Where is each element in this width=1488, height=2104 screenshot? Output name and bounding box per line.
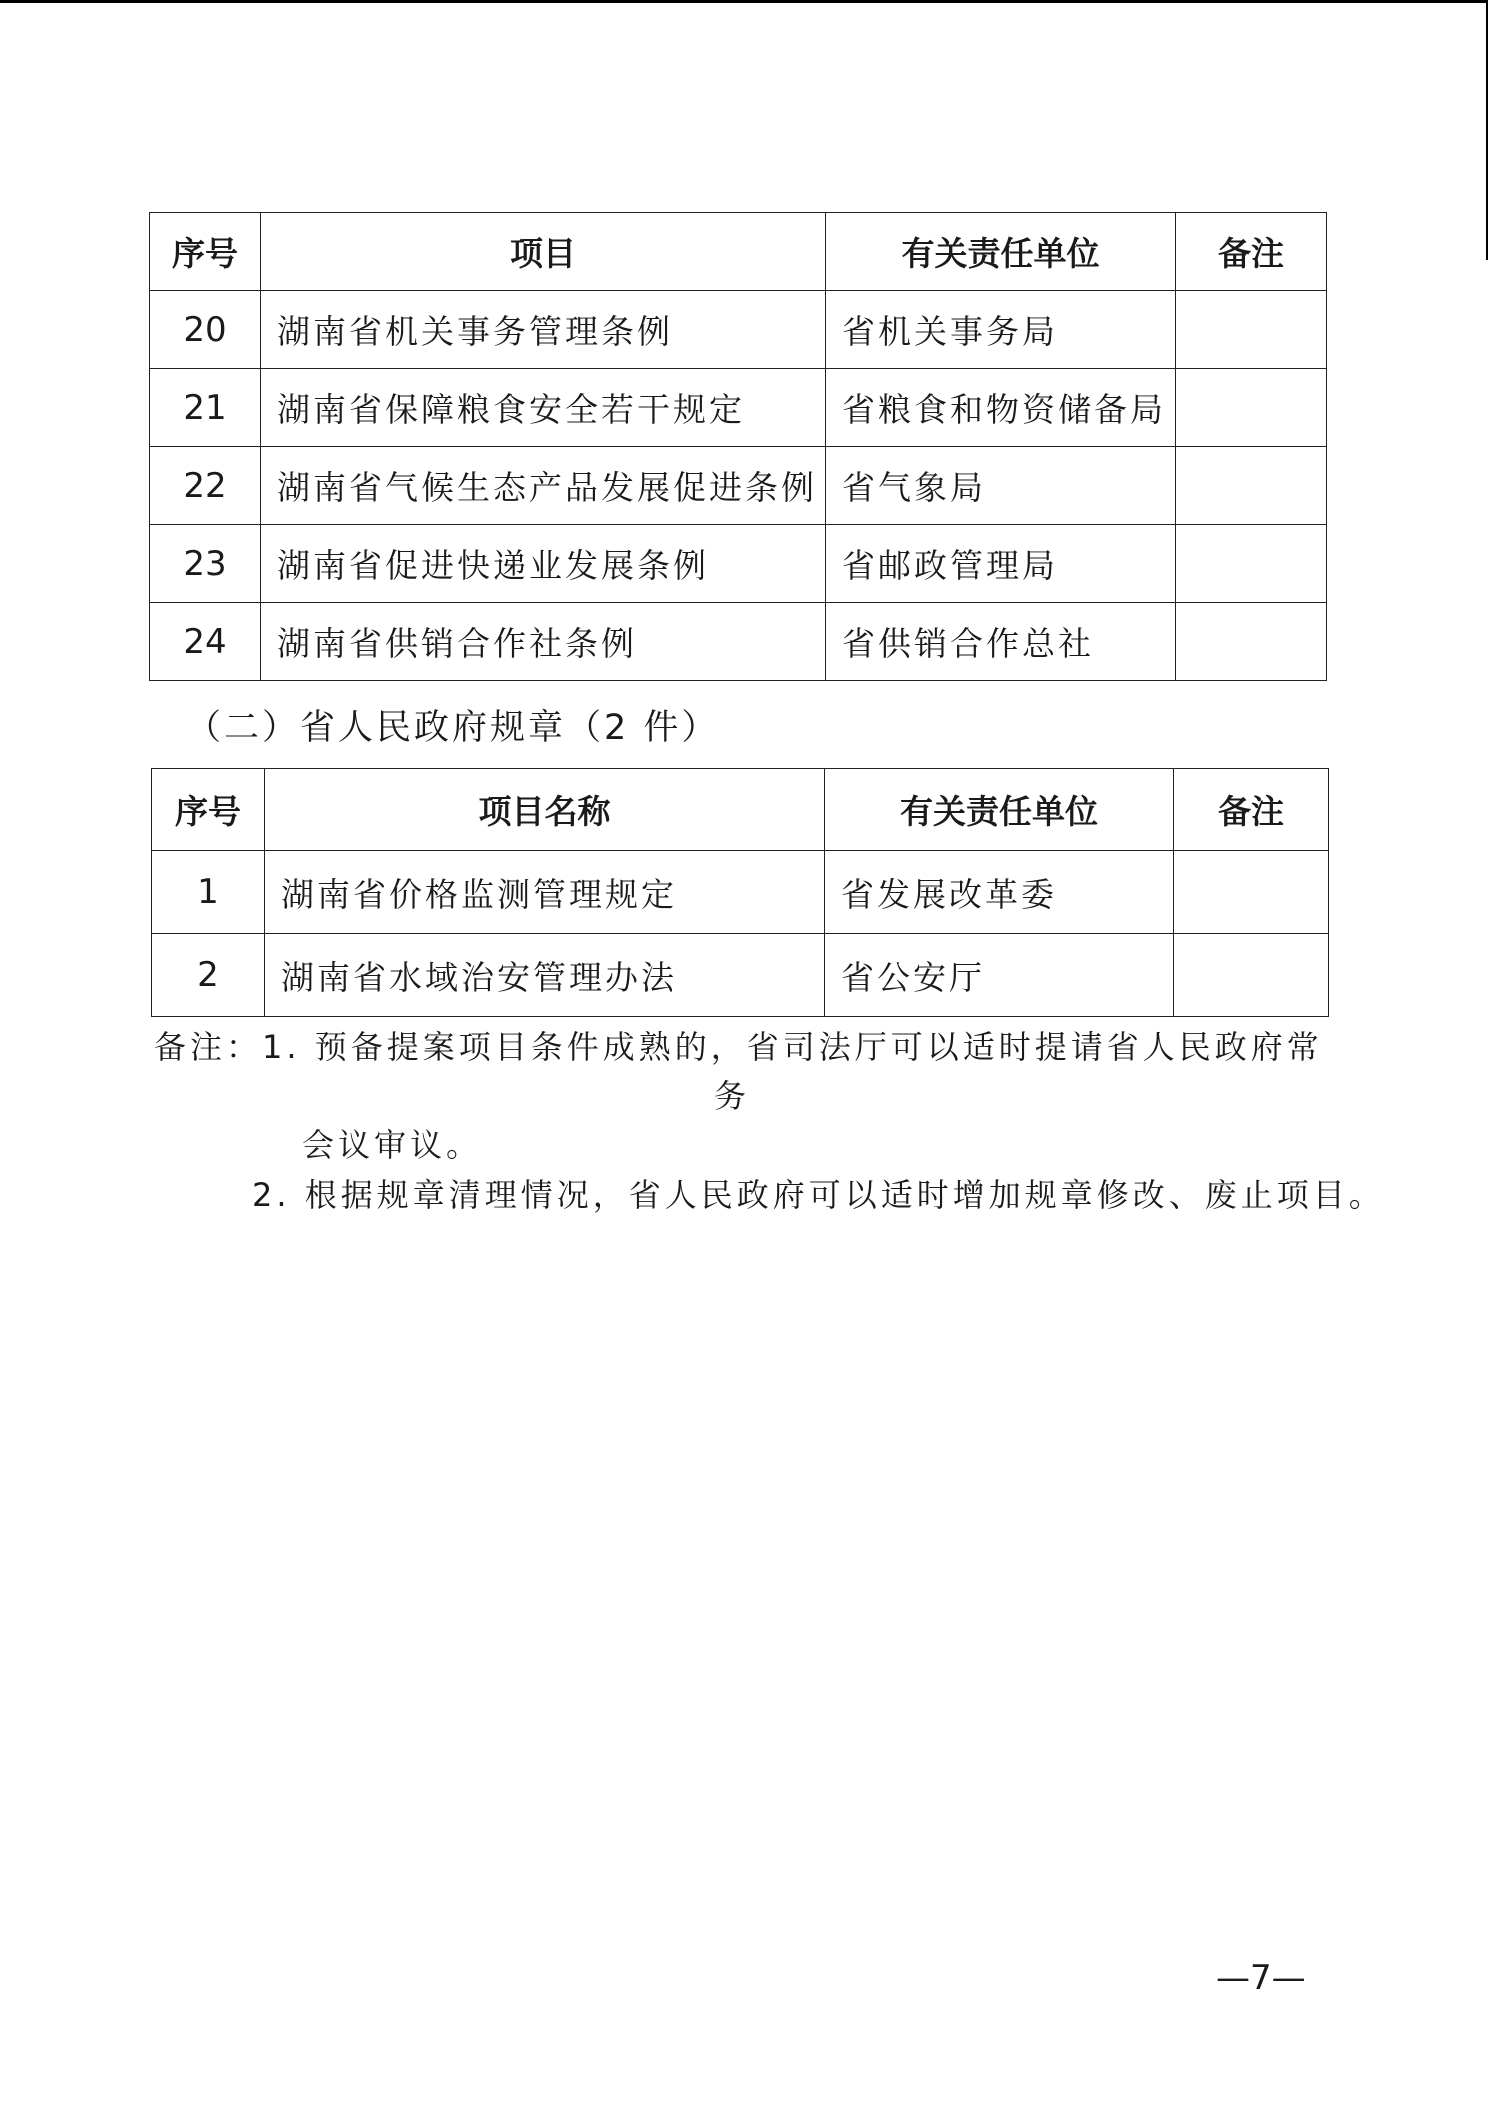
- table-row: [150, 447, 1327, 525]
- row-seq: 2: [152, 934, 265, 1017]
- row-seq: 22: [150, 447, 261, 525]
- header-remark: 备注: [1174, 769, 1329, 851]
- row-remark: [1176, 447, 1327, 525]
- row-unit: 省发展改革委: [825, 851, 1174, 934]
- table-row: [152, 934, 1329, 1017]
- row-seq: 24: [150, 603, 261, 681]
- note-1-line-1: 备注：1. 预备提案项目条件成熟的，省司法厅可以适时提请省人民政府常: [154, 1028, 1323, 1066]
- government-rules-table: [151, 768, 1329, 1017]
- row-item: 湖南省机关事务管理条例: [261, 291, 826, 369]
- row-unit: 省供销合作总社: [826, 603, 1176, 681]
- row-seq: 23: [150, 525, 261, 603]
- header-seq: 序号: [152, 769, 265, 851]
- table-row: [150, 525, 1327, 603]
- note-1-wrap: 务: [714, 1077, 751, 1115]
- table-row: [150, 369, 1327, 447]
- row-item: 湖南省水域治安管理办法: [265, 934, 825, 1017]
- row-item: 湖南省供销合作社条例: [261, 603, 826, 681]
- row-remark: [1176, 525, 1327, 603]
- table-row: [150, 603, 1327, 681]
- row-unit: 省公安厅: [825, 934, 1174, 1017]
- section-heading-government-rules: （二）省人民政府规章（2 件）: [186, 708, 720, 748]
- row-seq: 20: [150, 291, 261, 369]
- regulations-table: [149, 212, 1327, 681]
- row-remark: [1176, 603, 1327, 681]
- row-remark: [1176, 291, 1327, 369]
- row-unit: 省粮食和物资储备局: [826, 369, 1176, 447]
- header-item: 项目: [261, 213, 826, 291]
- row-item: 湖南省价格监测管理规定: [265, 851, 825, 934]
- row-remark: [1174, 934, 1329, 1017]
- header-seq: 序号: [150, 213, 261, 291]
- table-header-row: [152, 769, 1329, 851]
- table-row: [150, 291, 1327, 369]
- row-unit: 省机关事务局: [826, 291, 1176, 369]
- header-unit: 有关责任单位: [825, 769, 1174, 851]
- header-unit: 有关责任单位: [826, 213, 1176, 291]
- table-row: [152, 851, 1329, 934]
- row-remark: [1174, 851, 1329, 934]
- row-item: 湖南省保障粮食安全若干规定: [261, 369, 826, 447]
- table-header-row: [150, 213, 1327, 291]
- header-item-name: 项目名称: [265, 769, 825, 851]
- row-remark: [1176, 369, 1327, 447]
- note-2: 2. 根据规章清理情况，省人民政府可以适时增加规章修改、废止项目。: [252, 1176, 1385, 1214]
- row-unit: 省邮政管理局: [826, 525, 1176, 603]
- row-item: 湖南省气候生态产品发展促进条例: [261, 447, 826, 525]
- header-remark: 备注: [1176, 213, 1327, 291]
- top-border-line: [0, 0, 1488, 3]
- page-number: —7—: [1216, 1958, 1306, 1998]
- row-item: 湖南省促进快递业发展条例: [261, 525, 826, 603]
- note-1-line-2: 会议审议。: [302, 1126, 483, 1164]
- row-seq: 1: [152, 851, 265, 934]
- row-seq: 21: [150, 369, 261, 447]
- row-unit: 省气象局: [826, 447, 1176, 525]
